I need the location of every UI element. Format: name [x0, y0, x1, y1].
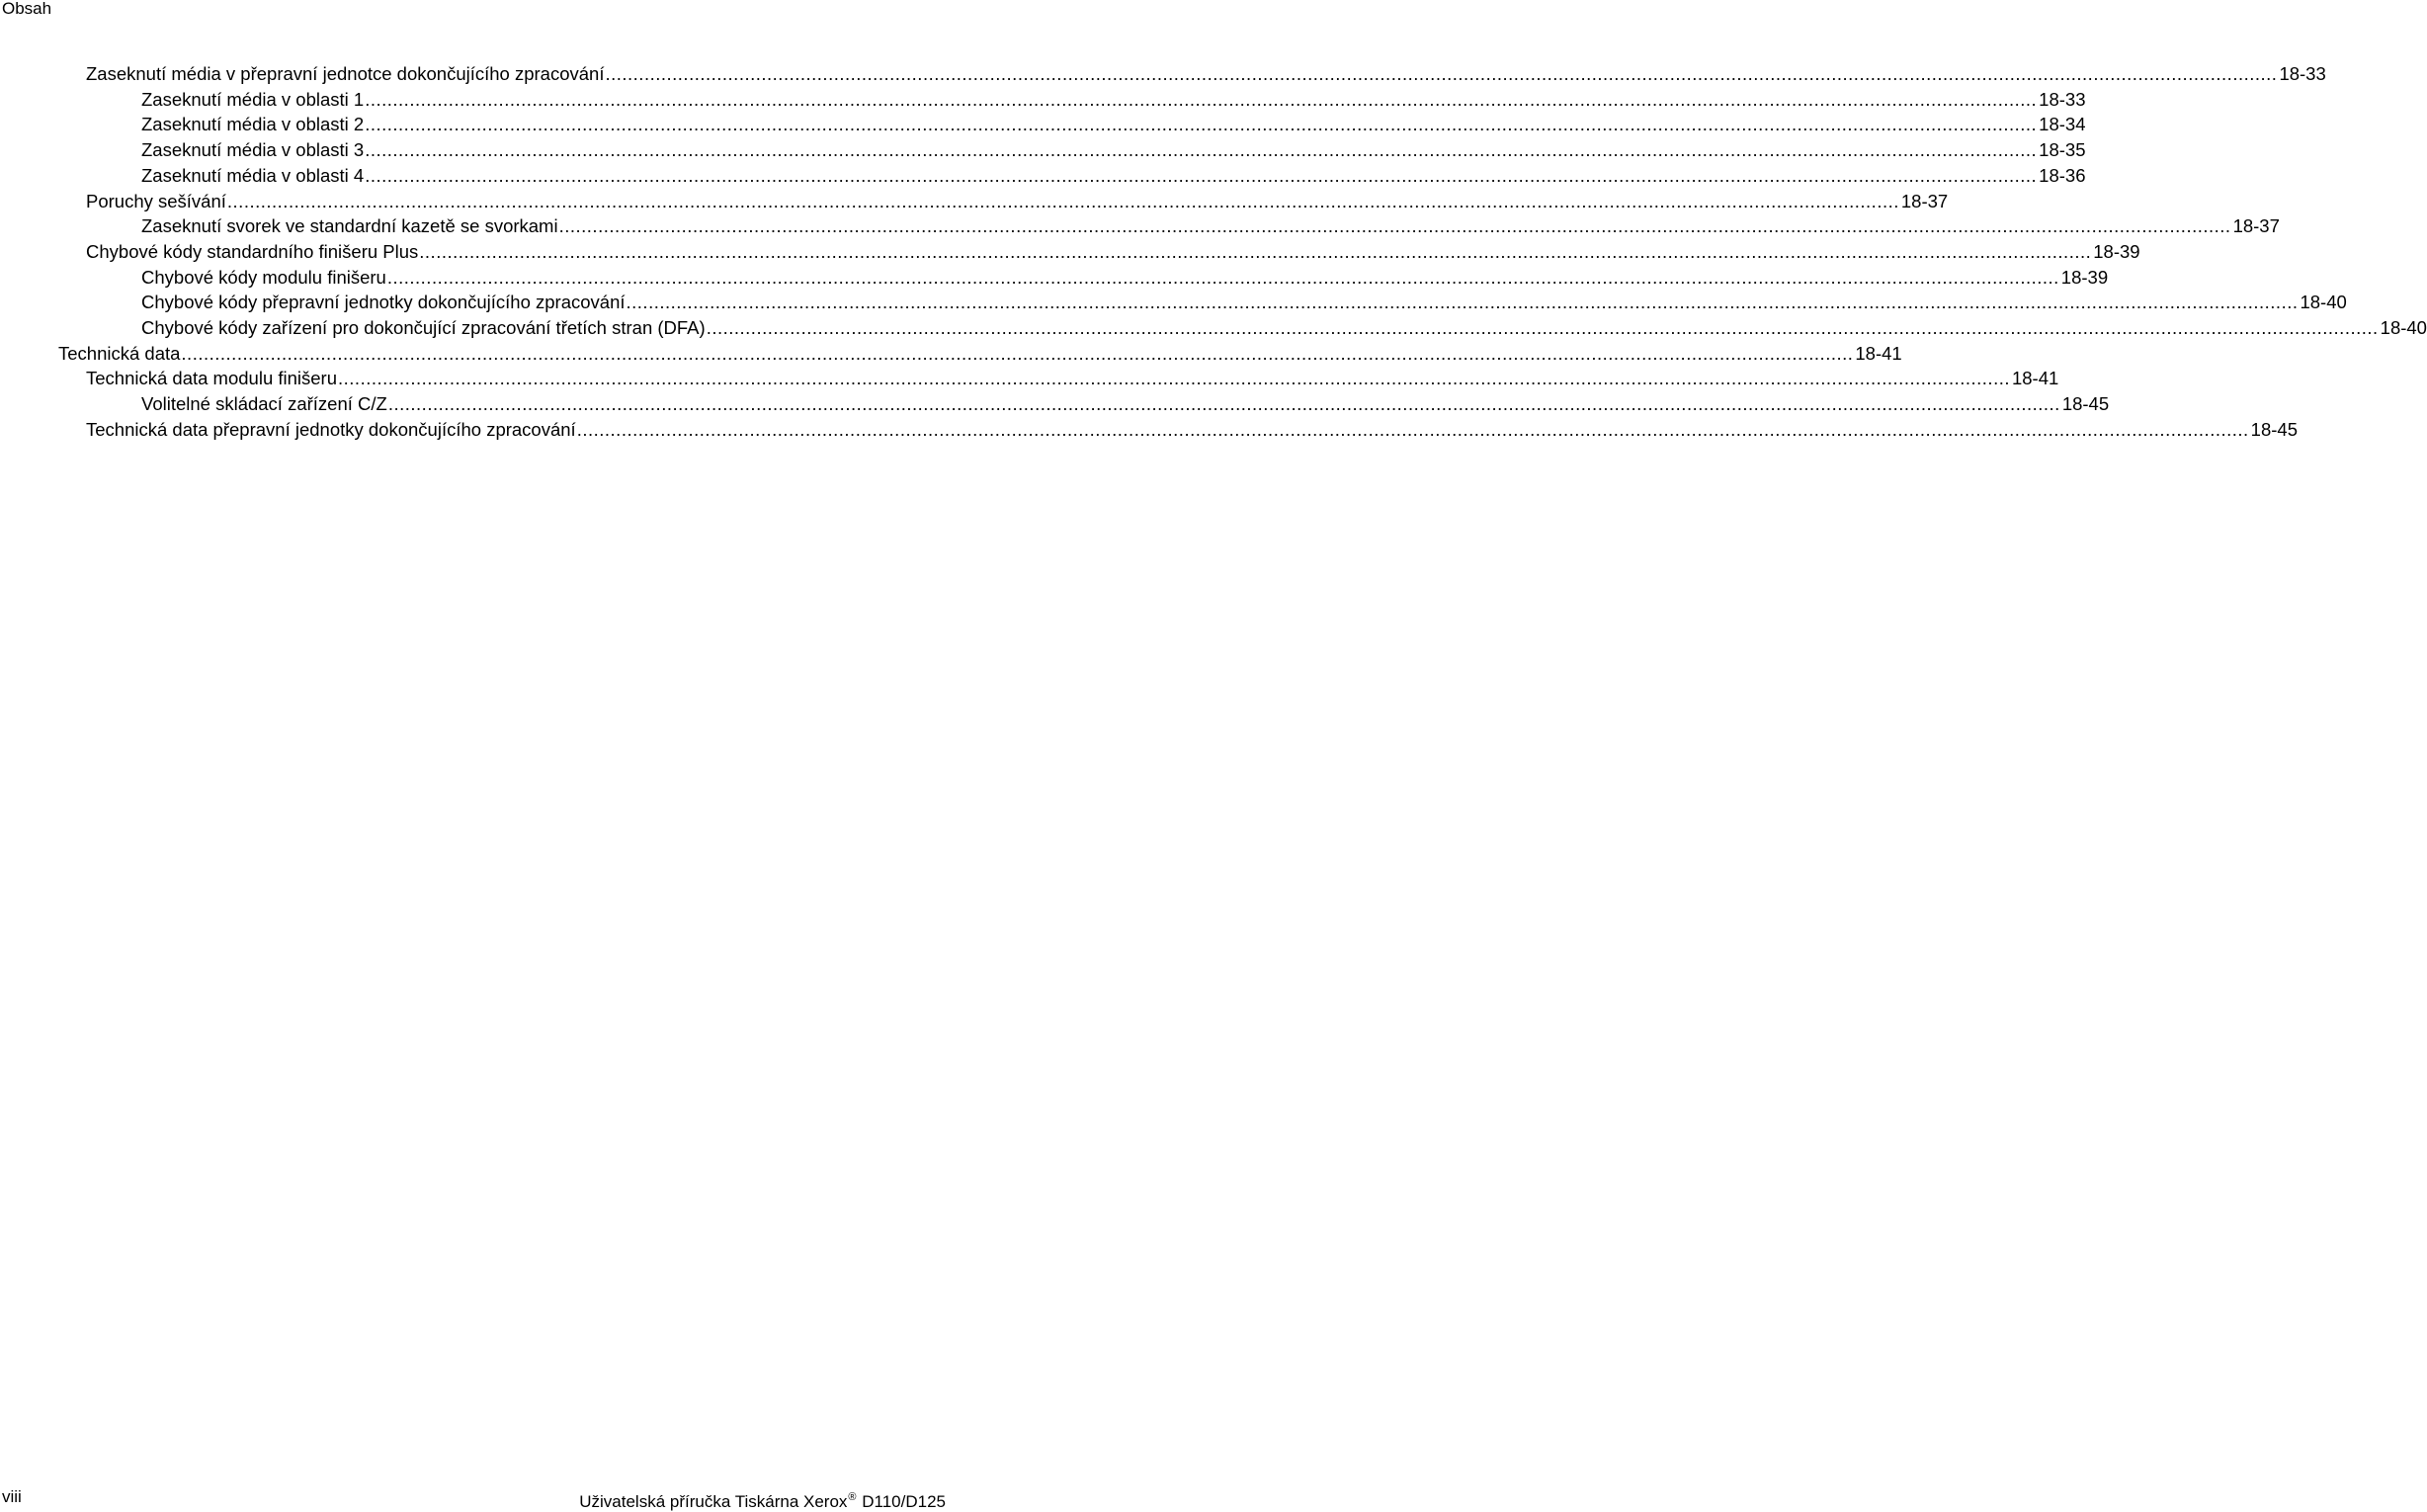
toc-dot-leader: ............................................................................................................................................................................................................................................................................................................ [365, 114, 2038, 135]
toc-entry[interactable] [141, 265, 2109, 291]
toc-dot-leader: ............................................................................................................................................................................................................................................................................................................ [626, 292, 2299, 313]
toc-entry-page: 18-41 [1855, 342, 1902, 364]
toc-entry-page: 18-36 [2039, 164, 2086, 186]
toc-entry-title: Technická data přepravní jednotky dokončujícího zpracování [86, 418, 576, 440]
toc-entry-title: Zaseknutí média v přepravní jednotce dokončujícího zpracování [86, 63, 605, 84]
toc-dot-leader: ............................................................................................................................................................................................................................................................................................................ [386, 266, 2059, 288]
toc-entry[interactable] [86, 189, 1949, 214]
toc-entry[interactable] [141, 290, 2347, 315]
toc-dot-leader: ............................................................................................................................................................................................................................................................................................................ [576, 418, 2249, 440]
toc-dot-leader: ............................................................................................................................................................................................................................................................................................................ [605, 63, 2278, 84]
toc-entry[interactable] [141, 315, 2427, 341]
toc-entry[interactable] [86, 239, 2140, 265]
toc-dot-leader: ............................................................................................................................................................................................................................................................................................................ [338, 368, 2010, 389]
toc-dot-leader: ............................................................................................................................................................................................................................................................................................................ [419, 240, 2092, 262]
toc-entry[interactable] [141, 163, 2086, 189]
toc-entry[interactable] [86, 366, 2059, 391]
toc-entry[interactable] [86, 417, 2298, 443]
registered-mark: ® [848, 1491, 857, 1503]
toc-entry-title: Zaseknutí svorek ve standardní kazetě se svorkami [141, 215, 558, 237]
toc-dot-leader: ............................................................................................................................................................................................................................................................................................................ [706, 317, 2379, 338]
toc-entry[interactable] [141, 213, 2280, 239]
toc-entry-page: 18-39 [2060, 266, 2109, 288]
toc-entry-title: Zaseknutí média v oblasti 2 [141, 114, 365, 135]
toc-dot-leader: ............................................................................................................................................................................................................................................................................................................ [365, 164, 2038, 186]
toc-entry-title: Chybové kódy zařízení pro dokončující zpracování třetích stran (DFA) [141, 317, 706, 338]
toc-entry-page: 18-35 [2039, 139, 2086, 161]
toc-entry-title: Chybové kódy standardního finišeru Plus [86, 240, 419, 262]
footer-document-title [579, 1487, 946, 1512]
toc-dot-leader: ............................................................................................................................................................................................................................................................................................................ [365, 88, 2038, 110]
footer-model: D110/D125 [862, 1492, 946, 1511]
toc-dot-leader: ............................................................................................................................................................................................................................................................................................................ [387, 393, 2060, 415]
toc-dot-leader: ............................................................................................................................................................................................................................................................................................................ [558, 215, 2231, 237]
toc-dot-leader: ............................................................................................................................................................................................................................................................................................................ [181, 342, 1854, 364]
toc-entry-title: Zaseknutí média v oblasti 1 [141, 88, 365, 110]
toc-entry-page: 18-40 [2380, 317, 2427, 338]
toc-entry-title: Poruchy sešívání [86, 190, 226, 211]
toc-entry-title: Chybové kódy modulu finišeru [141, 266, 386, 288]
running-header-title: Obsah [2, 0, 52, 18]
toc-entry[interactable] [141, 112, 2086, 137]
toc-entry-page: 18-37 [1900, 190, 1949, 211]
toc-entry-page: 18-33 [2279, 63, 2326, 84]
toc-dot-leader: ............................................................................................................................................................................................................................................................................................................ [226, 190, 1899, 211]
footer-doc-title-text: Uživatelská příručka Tiskárna Xerox [579, 1492, 848, 1511]
toc-entry-title: Chybové kódy přepravní jednotky dokončujícího zpracování [141, 292, 626, 313]
toc-entry-title: Zaseknutí média v oblasti 4 [141, 164, 365, 186]
toc-entry-title: Zaseknutí média v oblasti 3 [141, 139, 365, 161]
toc-entry[interactable] [141, 87, 2086, 113]
toc-entry-page: 18-34 [2039, 114, 2086, 135]
toc-entry[interactable] [86, 61, 2326, 87]
footer-page-number: viii [2, 1487, 22, 1506]
toc-entry-page: 18-33 [2039, 88, 2086, 110]
toc-entry-title: Volitelné skládací zařízení C/Z [141, 393, 387, 415]
toc-entry-title: Technická data [58, 342, 181, 364]
toc-entry-page: 18-45 [2061, 393, 2110, 415]
toc-dot-leader: ............................................................................................................................................................................................................................................................................................................ [365, 139, 2038, 161]
toc-entry-page: 18-37 [2232, 215, 2280, 237]
toc-entry-page: 18-41 [2011, 368, 2059, 389]
toc-entry-page: 18-39 [2093, 240, 2140, 262]
toc-entry[interactable] [141, 137, 2086, 163]
toc-entry-title: Technická data modulu finišeru [86, 368, 338, 389]
toc-entry[interactable] [141, 391, 2110, 417]
toc-entry-page: 18-40 [2300, 292, 2347, 313]
toc-entry-page: 18-45 [2250, 418, 2298, 440]
toc-entry[interactable] [58, 341, 1902, 367]
